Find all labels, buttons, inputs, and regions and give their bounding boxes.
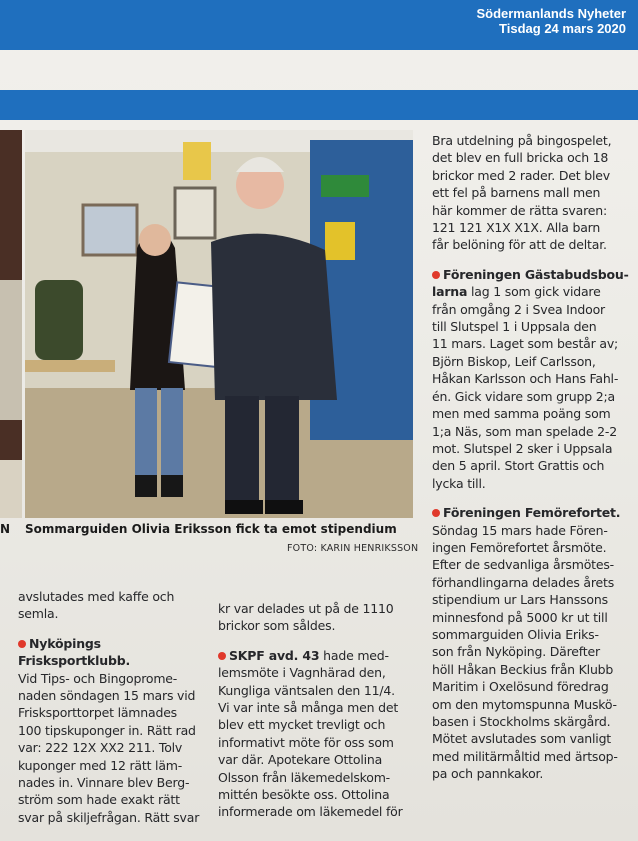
left-column: avslutades med kaffe och semla. Nyköpings Frisksportklubb. Vid Tips- och Bingoprome- naden söndagen 15 mars vid Frisksporttorpet lämnades 100 tipskuponger in. Rätt rad var: 222 12X XX2 211. Tolv kuponger med 12 rätt läm- nades in. Vinnare blev Berg- ström som hade exakt rätt svar på skiljefrågan. Rätt svar: [18, 588, 214, 826]
adjacent-caption: N: [0, 522, 11, 536]
right-column: [432, 132, 632, 783]
middle-column: kr var delades ut på de 1110 brickor som såldes. SKPF avd. 43 hade med- lemsmöte i Vagnhärad den, Kungliga väntsalen den 11/4. Vi var inte så många men det blev ett mycket trevligt och informativt möte för oss som var där. Apotekare Ottolina Olsson från läkemedelskom- mittén besökte oss. Ottolina informerade om läkemedel för: [218, 600, 420, 821]
femore-article: Föreningen Femörefortet. Söndag 15 mars hade Fören- ingen Femörefortet årsmöte. Efter de sedvanliga årsmötes- förhandlingarna delades årets stipendium ur Lars Hanssons minnesfond på 5000 kr ut till sommarguiden Olivia Eriks- son från Nyköping. Därefter höll Håkan Beckius från Klubb Maritim i Oxelösund föredrag om den mytomspunna Muskö- basen i Stockholms skärgård. Mötet avslutades som vanligt med militärmåltid med ärtsop- pa och pannkakor.: [432, 505, 621, 782]
photo-credit: FOTO: KARIN HENRIKSSON: [287, 543, 419, 554]
paper-name: Södermanlands Nyheter: [476, 6, 626, 21]
photo-caption: Sommarguiden Olivia Eriksson fick ta emot stipendium: [25, 522, 397, 536]
bullet-dot: [218, 652, 226, 660]
bullet-dot: [432, 509, 440, 517]
skpf-article: SKPF avd. 43 hade med- lemsmöte i Vagnhärad den, Kungliga väntsalen den 11/4. Vi var inte så många men det blev ett mycket trevligt och informativt möte för oss som var där. Apotekare Ottolina Olsson från läkemedelskom- mittén besökte oss. Ottolina informerade om läkemedel för: [218, 647, 403, 820]
adjacent-photo: [0, 130, 22, 518]
award-photo: [25, 130, 413, 518]
bullet-dot: [432, 271, 440, 279]
frisksport-article: Nyköpings Frisksportklubb. Vid Tips- och Bingoprome- naden söndagen 15 mars vid Frisksporttorpet lämnades 100 tipskuponger in. Rätt rad var: 222 12X XX2 211. Tolv kuponger med 12 rätt läm- nades in. Vinnare blev Berg- ström som hade exakt rätt svar på skiljefrågan. Rätt svar: [18, 635, 200, 825]
header-info: [476, 6, 626, 36]
section-band: [0, 90, 638, 120]
issue-date: Tisdag 24 mars 2020: [499, 21, 626, 36]
bullet-dot: [18, 640, 26, 648]
gastabud-article: Föreningen Gästabudsbou- larna lag 1 som gick vidare från omgång 2 i Svea Indoor till Slutspel 1 i Uppsala den 11 mars. Laget som består av; Björn Biskop, Leif Carlsson, Håkan Karlsson och Hans Fahl- én. Gick vidare som grupp 2;a men med samma poäng som 1;a Näs, som man spelade 2-2 mot. Slutspel 2 sker i Uppsala den 5 april. Stort Grattis och lycka till.: [432, 266, 629, 491]
bingo-article: Bra utdelning på bingospelet, det blev en full bricka och 18 brickor med 2 rader. Det blev ett fel på barnens mall men här kommer de rätta svaren: 121 121 X1X X1X. Alla barn får belöning för att de deltar.: [432, 133, 612, 253]
